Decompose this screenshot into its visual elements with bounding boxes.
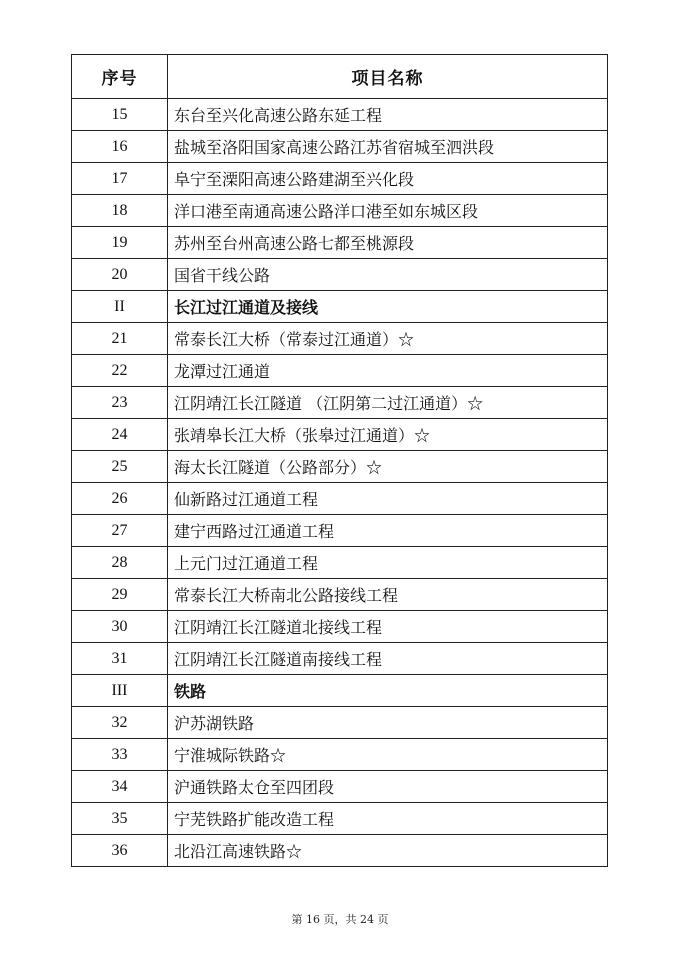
- table-row: [72, 835, 608, 867]
- project-name: 宁淮城际铁路☆: [168, 739, 608, 771]
- project-name: 阜宁至溧阳高速公路建湖至兴化段: [168, 163, 608, 195]
- project-name: 洋口港至南通高速公路洋口港至如东城区段: [168, 195, 608, 227]
- table-row: [72, 227, 608, 259]
- row-number: 22: [72, 355, 168, 387]
- project-name: 苏州至台州高速公路七都至桃源段: [168, 227, 608, 259]
- row-number: 23: [72, 387, 168, 419]
- row-number: 36: [72, 835, 168, 867]
- section-title: 铁路: [168, 675, 608, 707]
- row-number: 35: [72, 803, 168, 835]
- table-row: [72, 451, 608, 483]
- section-header-row: [72, 675, 608, 707]
- table-row: [72, 771, 608, 803]
- project-name: 常泰长江大桥南北公路接线工程: [168, 579, 608, 611]
- row-number: 20: [72, 259, 168, 291]
- project-name: 上元门过江通道工程: [168, 547, 608, 579]
- column-header-no: 序号: [72, 55, 168, 99]
- row-number: 18: [72, 195, 168, 227]
- table-row: [72, 131, 608, 163]
- row-number: 33: [72, 739, 168, 771]
- table-row: [72, 515, 608, 547]
- row-number: 29: [72, 579, 168, 611]
- row-number: 28: [72, 547, 168, 579]
- row-number: 21: [72, 323, 168, 355]
- table-row: [72, 547, 608, 579]
- project-name: 海太长江隧道（公路部分）☆: [168, 451, 608, 483]
- table-row: [72, 579, 608, 611]
- table-row: [72, 419, 608, 451]
- row-number: 25: [72, 451, 168, 483]
- column-header-name: 项目名称: [168, 55, 608, 99]
- table-row: [72, 643, 608, 675]
- row-number: 31: [72, 643, 168, 675]
- project-name: 北沿江高速铁路☆: [168, 835, 608, 867]
- table-row: [72, 803, 608, 835]
- table-row: [72, 483, 608, 515]
- row-number: 32: [72, 707, 168, 739]
- row-number: 30: [72, 611, 168, 643]
- row-number: 27: [72, 515, 168, 547]
- row-number: III: [72, 675, 168, 707]
- page-number-footer: 第 16 页，共 24 页: [291, 913, 389, 926]
- project-name: 江阴靖江长江隧道北接线工程: [168, 611, 608, 643]
- table-header-row: [72, 55, 608, 99]
- table-row: [72, 259, 608, 291]
- project-name: 张靖皋长江大桥（张皋过江通道）☆: [168, 419, 608, 451]
- row-number: 24: [72, 419, 168, 451]
- row-number: 16: [72, 131, 168, 163]
- project-name: 国省干线公路: [168, 259, 608, 291]
- table-row: [72, 355, 608, 387]
- project-name: 龙潭过江通道: [168, 355, 608, 387]
- project-name: 建宁西路过江通道工程: [168, 515, 608, 547]
- project-name: 东台至兴化高速公路东延工程: [168, 99, 608, 131]
- row-number: 15: [72, 99, 168, 131]
- row-number: 34: [72, 771, 168, 803]
- row-number: 17: [72, 163, 168, 195]
- project-name: 仙新路过江通道工程: [168, 483, 608, 515]
- project-name: 江阴靖江长江隧道南接线工程: [168, 643, 608, 675]
- table-row: [72, 387, 608, 419]
- project-name: 盐城至洛阳国家高速公路江苏省宿城至泗洪段: [168, 131, 608, 163]
- project-name: 沪苏湖铁路: [168, 707, 608, 739]
- row-number: 26: [72, 483, 168, 515]
- project-name: 宁芜铁路扩能改造工程: [168, 803, 608, 835]
- row-number: II: [72, 291, 168, 323]
- table-row: [72, 707, 608, 739]
- project-name: 沪通铁路太仓至四团段: [168, 771, 608, 803]
- project-table: [71, 54, 608, 867]
- section-title: 长江过江通道及接线: [168, 291, 608, 323]
- row-number: 19: [72, 227, 168, 259]
- table-row: [72, 163, 608, 195]
- table-row: [72, 323, 608, 355]
- project-name: 江阴靖江长江隧道 （江阴第二过江通道）☆: [168, 387, 608, 419]
- table-row: [72, 611, 608, 643]
- table-body: [72, 99, 608, 867]
- section-header-row: [72, 291, 608, 323]
- project-name: 常泰长江大桥（常泰过江通道）☆: [168, 323, 608, 355]
- table-row: [72, 195, 608, 227]
- table-row: [72, 739, 608, 771]
- table-row: [72, 99, 608, 131]
